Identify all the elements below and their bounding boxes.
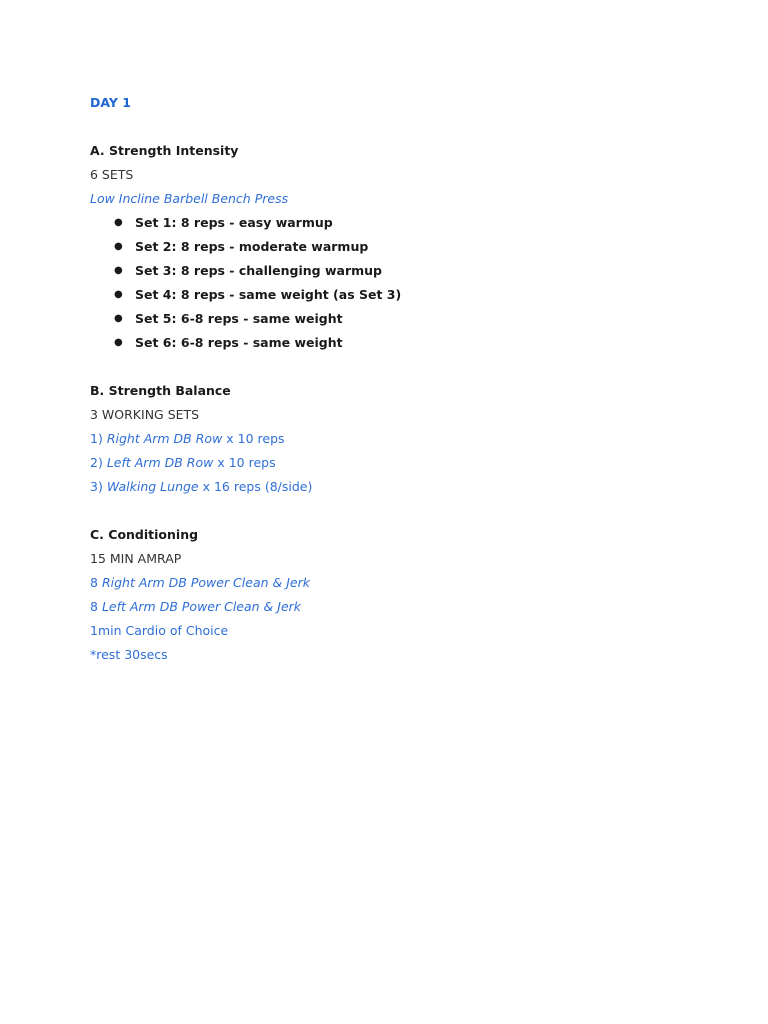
cardio-line: 1min Cardio of Choice [90, 623, 229, 638]
conditioning-item: 8 Right Arm DB Power Clean & Jerk [90, 575, 310, 590]
balance-item: 2) Left Arm DB Row x 10 reps [90, 455, 276, 470]
section-c-heading: C. Conditioning [90, 527, 199, 542]
workout-document [90, 94, 690, 670]
set-item: ● Set 2: 8 reps - moderate warmup [114, 239, 369, 254]
day-title: DAY 1 [90, 95, 131, 110]
set-item: ● Set 5: 6-8 reps - same weight [114, 311, 343, 326]
bullet-icon: ● [114, 313, 123, 324]
balance-item: 3) Walking Lunge x 16 reps (8/side) [90, 479, 313, 494]
bullet-icon: ● [114, 217, 123, 228]
set-list [90, 214, 690, 358]
rest-line: *rest 30secs [90, 647, 168, 662]
section-a-subtitle: 6 SETS [90, 167, 134, 182]
bullet-icon: ● [114, 337, 123, 348]
spacer [90, 502, 690, 526]
balance-item: 1) Right Arm DB Row x 10 reps [90, 431, 285, 446]
set-item: ● Set 3: 8 reps - challenging warmup [114, 263, 382, 278]
spacer [90, 358, 690, 382]
section-b-heading: B. Strength Balance [90, 383, 231, 398]
bullet-icon: ● [114, 265, 123, 276]
bullet-icon: ● [114, 241, 123, 252]
section-c-subtitle: 15 MIN AMRAP [90, 551, 182, 566]
bullet-icon: ● [114, 289, 123, 300]
section-a-heading: A. Strength Intensity [90, 143, 239, 158]
section-b-subtitle: 3 WORKING SETS [90, 407, 200, 422]
section-a-exercise: Low Incline Barbell Bench Press [90, 191, 289, 206]
set-item: ● Set 1: 8 reps - easy warmup [114, 215, 333, 230]
conditioning-item: 8 Left Arm DB Power Clean & Jerk [90, 599, 302, 614]
spacer [90, 118, 690, 142]
set-item: ● Set 4: 8 reps - same weight (as Set 3) [114, 287, 402, 302]
set-item: ● Set 6: 6-8 reps - same weight [114, 335, 343, 350]
